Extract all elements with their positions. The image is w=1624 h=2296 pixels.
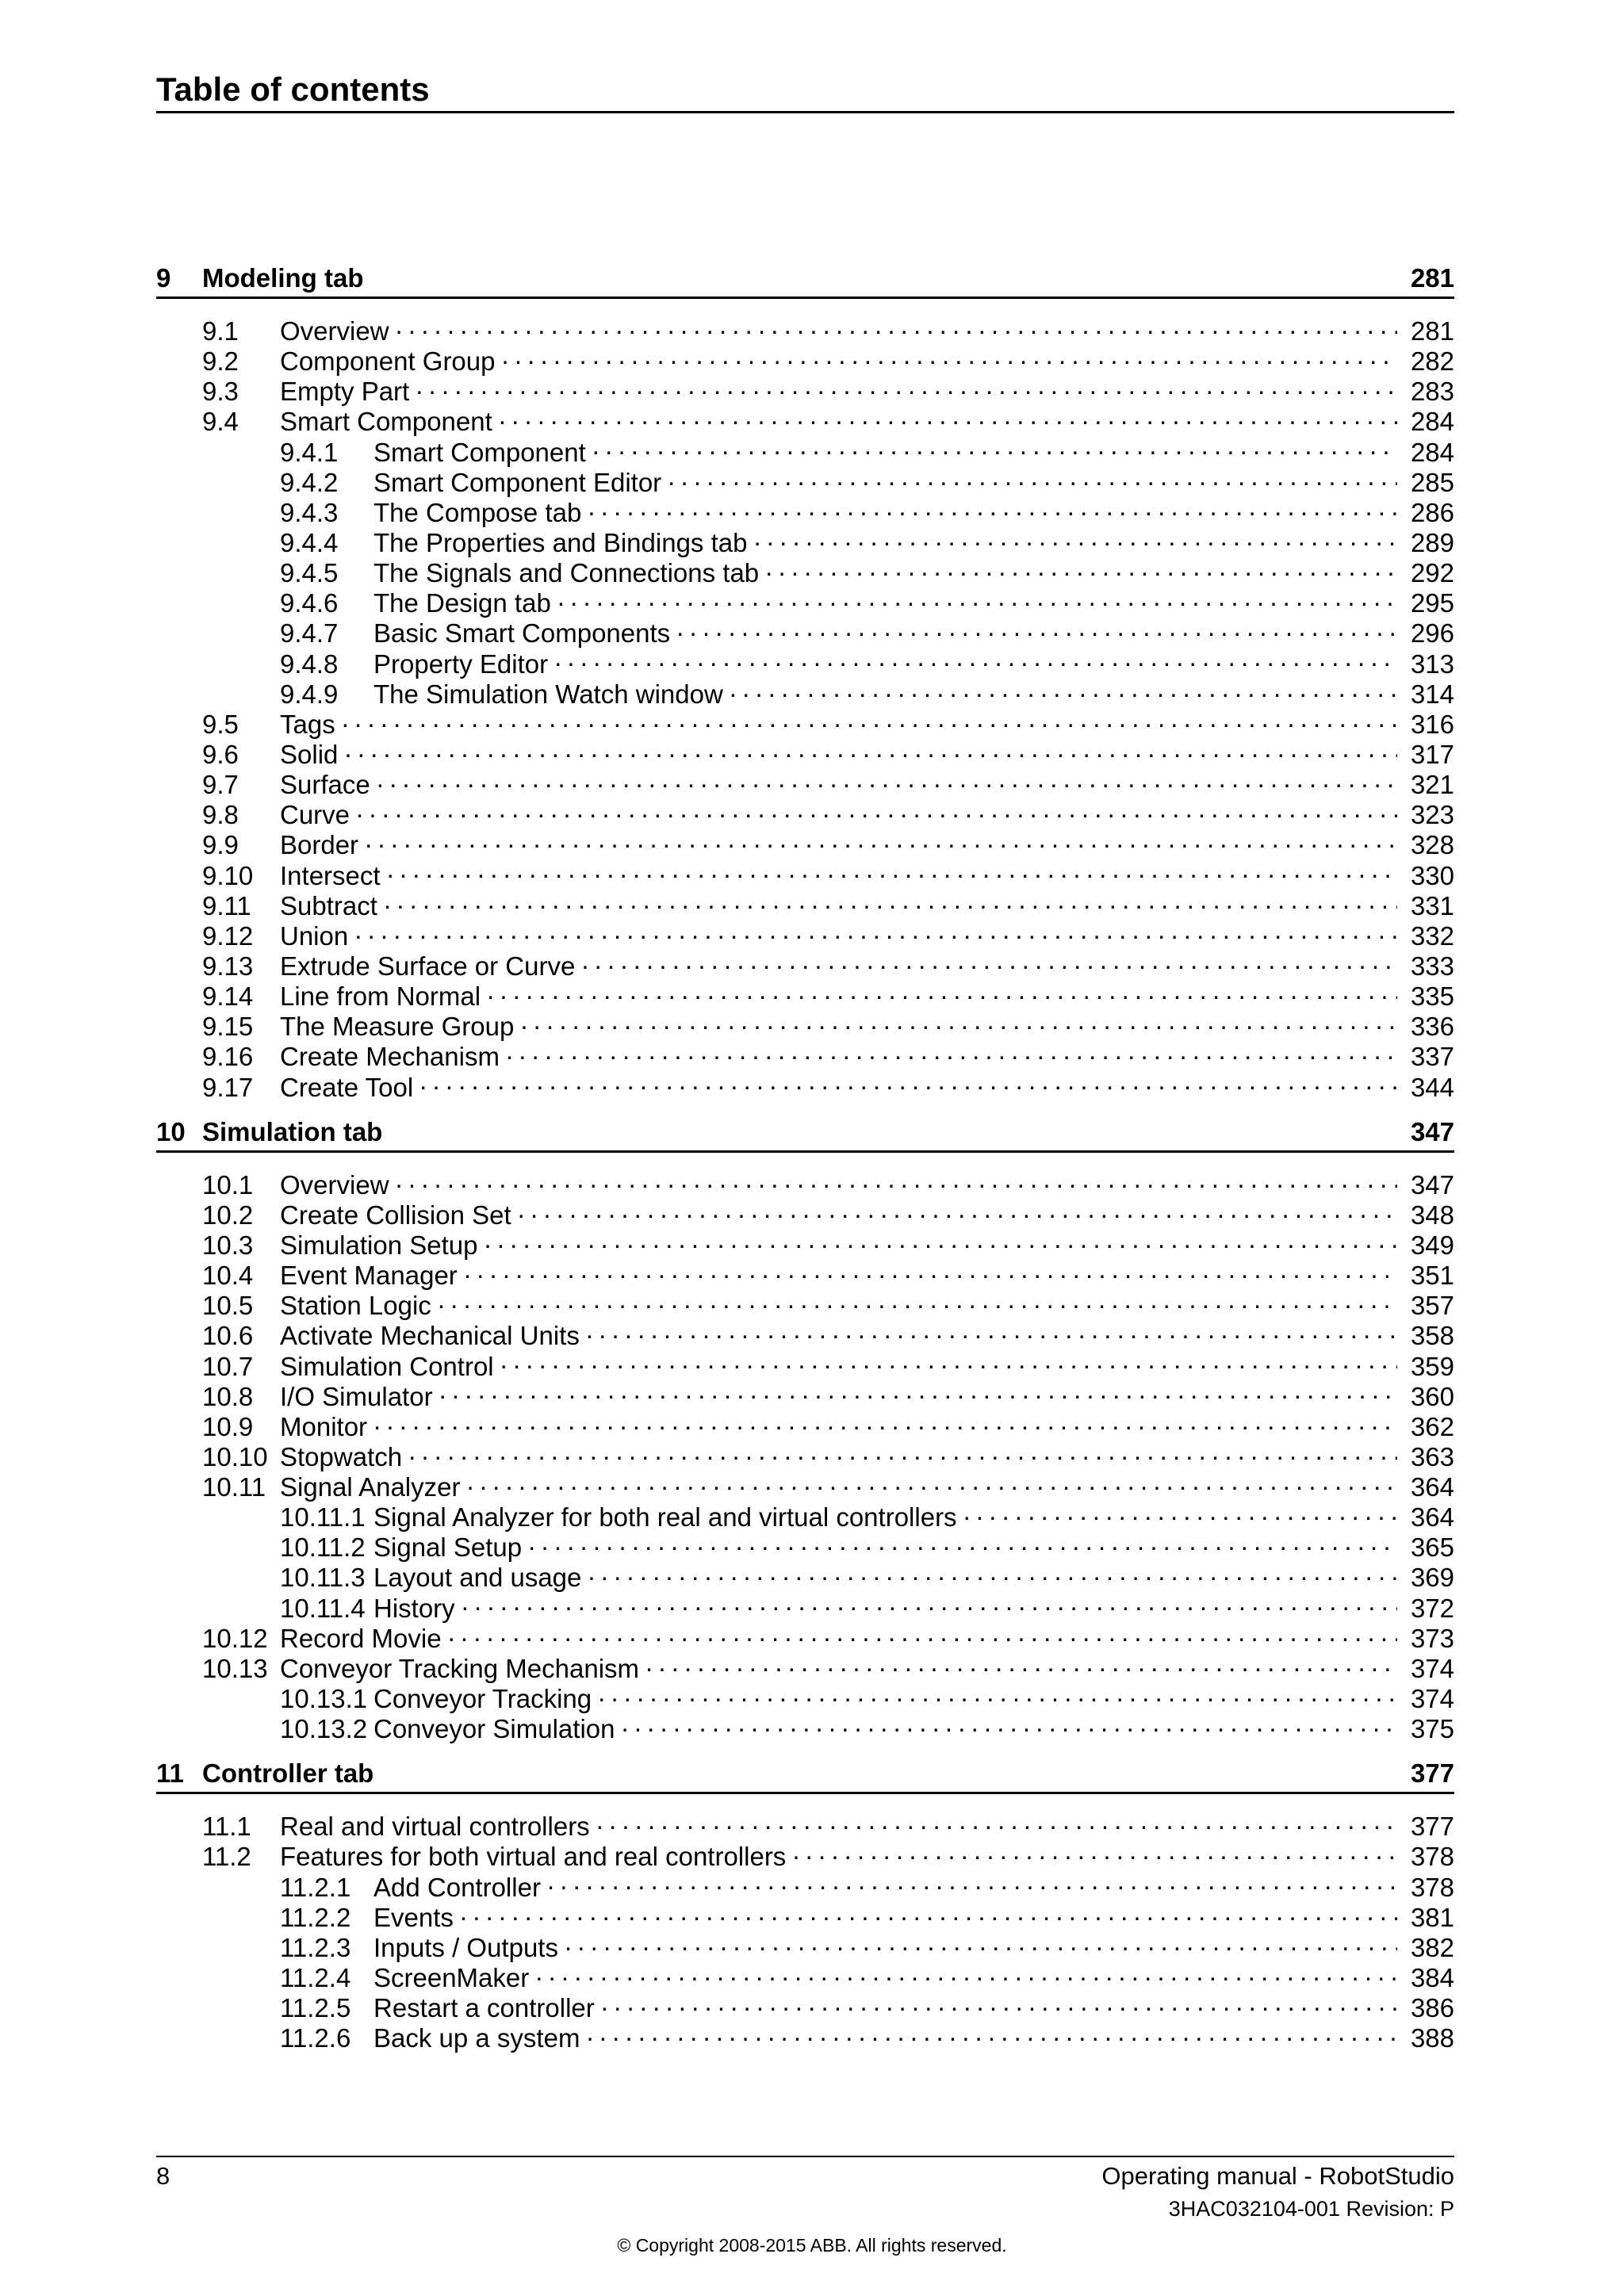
entry-title: The Properties and Bindings tab (373, 527, 748, 557)
chapter-title: Modeling tab (202, 263, 364, 293)
dot-leader (384, 885, 1397, 915)
entry-title: Curve (280, 800, 350, 830)
entry-number: 9.9 (202, 830, 239, 860)
entry-page-number: 348 (1410, 1200, 1454, 1230)
chapter-page-number: 347 (1410, 1116, 1454, 1146)
entry-title: Conveyor Simulation (373, 1714, 615, 1744)
entry-page-number: 375 (1410, 1714, 1454, 1744)
dot-leader (565, 1927, 1397, 1957)
dot-leader (408, 1436, 1397, 1466)
entry-page-number: 333 (1410, 951, 1454, 981)
dot-leader (621, 1708, 1397, 1738)
dot-leader (419, 1066, 1397, 1096)
dot-leader (547, 1866, 1397, 1896)
entry-title: Stopwatch (280, 1441, 403, 1471)
entry-title: The Measure Group (280, 1012, 515, 1042)
toc-section-entry[interactable] (156, 703, 1454, 739)
entry-title: Surface (280, 770, 370, 800)
entry-page-number: 337 (1410, 1042, 1454, 1072)
entry-title: Add Controller (373, 1872, 541, 1902)
entry-number: 9.4 (202, 407, 239, 437)
entry-title: Smart Component (373, 437, 586, 467)
entry-page-number: 363 (1410, 1441, 1454, 1471)
entry-number: 9.7 (202, 770, 239, 800)
entry-page-number: 364 (1410, 1472, 1454, 1502)
entry-title: The Design tab (373, 588, 551, 618)
page-title: Table of contents (156, 71, 430, 108)
entry-number: 9.11 (202, 890, 251, 920)
entry-title: The Compose tab (373, 497, 582, 527)
entry-title: Features for both virtual and real controllers (280, 1842, 787, 1872)
dot-leader (557, 582, 1397, 612)
entry-number: 10.12 (202, 1623, 268, 1653)
entry-number: 10.7 (202, 1351, 254, 1381)
entry-title: Station Logic (280, 1291, 431, 1321)
dot-leader (365, 824, 1397, 854)
chapter-title: Simulation tab (202, 1116, 383, 1146)
dot-leader (668, 461, 1397, 492)
entry-number: 9.4.2 (280, 467, 339, 497)
dot-leader (354, 915, 1397, 945)
title-divider (156, 111, 1454, 113)
entry-number: 9.4.4 (280, 527, 339, 557)
dot-leader (506, 1035, 1397, 1066)
entry-title: Layout and usage (373, 1563, 582, 1593)
entry-number: 10.13.2 (280, 1714, 368, 1744)
entry-number: 10.11 (202, 1472, 266, 1502)
dot-leader (499, 400, 1397, 430)
chapter-title: Controller tab (202, 1758, 374, 1789)
entry-number: 10.4 (202, 1261, 254, 1291)
entry-number: 9.14 (202, 982, 254, 1012)
dot-leader (438, 1284, 1397, 1314)
entry-page-number: 382 (1410, 1932, 1454, 1962)
entry-page-number: 373 (1410, 1623, 1454, 1653)
entry-number: 10.2 (202, 1200, 254, 1230)
dot-leader (448, 1617, 1397, 1647)
dot-leader (596, 1805, 1397, 1835)
dot-leader (520, 1005, 1397, 1035)
dot-leader (765, 552, 1397, 582)
entry-page-number: 286 (1410, 497, 1454, 527)
chapter-number: 10 (156, 1116, 186, 1146)
entry-page-number: 284 (1410, 407, 1454, 437)
entry-page-number: 358 (1410, 1321, 1454, 1351)
entry-title: Basic Smart Components (373, 618, 671, 649)
dot-leader (464, 1254, 1397, 1284)
chapter-page-number: 281 (1410, 263, 1454, 293)
chapter-heading[interactable] (156, 1755, 1454, 1794)
entry-number: 10.13.1 (280, 1684, 368, 1714)
entry-number: 11.2.1 (280, 1872, 351, 1902)
entry-title: Empty Part (280, 377, 410, 407)
entry-number: 9.3 (202, 377, 239, 407)
entry-number: 9.15 (202, 1012, 254, 1042)
entry-page-number: 283 (1410, 377, 1454, 407)
entry-title: Simulation Control (280, 1351, 494, 1381)
dot-leader (588, 1556, 1397, 1586)
dot-leader (586, 1314, 1397, 1345)
entry-title: ScreenMaker (373, 1963, 530, 1993)
entry-page-number: 321 (1410, 770, 1454, 800)
entry-page-number: 388 (1410, 2023, 1454, 2053)
entry-title: Signal Analyzer (280, 1472, 461, 1502)
dot-leader (466, 1466, 1397, 1496)
dot-leader (344, 733, 1397, 763)
entry-number: 10.8 (202, 1381, 254, 1411)
entry-title: Smart Component Editor (373, 467, 662, 497)
toc-section-entry[interactable] (156, 824, 1454, 860)
entry-page-number: 313 (1410, 649, 1454, 679)
entry-number: 10.3 (202, 1230, 254, 1260)
entry-number: 9.4.6 (280, 588, 339, 618)
entry-page-number: 359 (1410, 1351, 1454, 1381)
entry-page-number: 374 (1410, 1684, 1454, 1714)
chapter-number: 9 (156, 263, 171, 293)
entry-number: 10.11.3 (280, 1563, 366, 1593)
entry-number: 11.2.3 (280, 1932, 351, 1962)
dot-leader (373, 1406, 1397, 1436)
entry-title: Create Mechanism (280, 1042, 500, 1072)
entry-title: Subtract (280, 890, 377, 920)
dot-leader (528, 1526, 1397, 1556)
toc-section-entry[interactable] (156, 945, 1454, 981)
toc-section-entry[interactable] (156, 310, 1454, 346)
dot-leader (416, 370, 1397, 400)
entry-page-number: 360 (1410, 1381, 1454, 1411)
entry-number: 10.10 (202, 1441, 268, 1471)
entry-page-number: 378 (1410, 1872, 1454, 1902)
entry-number: 9.6 (202, 739, 239, 769)
dot-leader (581, 945, 1397, 975)
entry-title: Record Movie (280, 1623, 442, 1653)
dot-leader (730, 673, 1397, 703)
entry-number: 10.9 (202, 1411, 254, 1441)
entry-number: 9.13 (202, 951, 254, 981)
dot-leader (586, 2017, 1397, 2047)
entry-page-number: 357 (1410, 1291, 1454, 1321)
entry-page-number: 332 (1410, 920, 1454, 951)
entry-title: Smart Component (280, 407, 492, 437)
entry-page-number: 296 (1410, 618, 1454, 649)
dot-leader (356, 794, 1397, 824)
entry-title: Solid (280, 739, 339, 769)
entry-title: Overview (280, 316, 389, 346)
entry-title: History (373, 1593, 455, 1623)
entry-title: Signal Setup (373, 1533, 523, 1563)
entry-page-number: 386 (1410, 1993, 1454, 2023)
entry-number: 9.17 (202, 1072, 254, 1102)
entry-number: 9.4.1 (280, 437, 339, 467)
toc-section-entry[interactable] (156, 1164, 1454, 1200)
entry-title: Event Manager (280, 1261, 458, 1291)
entry-title: Events (373, 1902, 454, 1932)
entry-page-number: 349 (1410, 1230, 1454, 1260)
entry-number: 9.10 (202, 860, 254, 890)
entry-title: Component Group (280, 346, 496, 377)
entry-number: 9.12 (202, 920, 254, 951)
entry-number: 10.11.2 (280, 1533, 366, 1563)
entry-page-number: 317 (1410, 739, 1454, 769)
entry-number: 10.6 (202, 1321, 254, 1351)
entry-page-number: 384 (1410, 1963, 1454, 1993)
entry-title: The Simulation Watch window (373, 679, 723, 709)
entry-title: Simulation Setup (280, 1230, 478, 1260)
entry-title: Conveyor Tracking Mechanism (280, 1653, 640, 1683)
entry-number: 11.2.2 (280, 1902, 351, 1932)
entry-page-number: 365 (1410, 1533, 1454, 1563)
entry-number: 9.8 (202, 800, 239, 830)
entry-number: 11.2.4 (280, 1963, 351, 1993)
entry-page-number: 378 (1410, 1842, 1454, 1872)
entry-title: Property Editor (373, 649, 549, 679)
entry-title: I/O Simulator (280, 1381, 433, 1411)
footer-page-number: 8 (156, 2162, 170, 2190)
entry-number: 9.16 (202, 1042, 254, 1072)
entry-number: 9.4.5 (280, 558, 339, 588)
entry-page-number: 281 (1410, 316, 1454, 346)
chapter-number: 11 (156, 1758, 184, 1789)
chapter-heading[interactable] (156, 1114, 1454, 1153)
entry-title: Activate Mechanical Units (280, 1321, 580, 1351)
entry-title: Inputs / Outputs (373, 1932, 558, 1962)
entry-page-number: 364 (1410, 1502, 1454, 1533)
entry-page-number: 323 (1410, 800, 1454, 830)
table-of-contents (156, 260, 1454, 2053)
entry-title: Back up a system (373, 2023, 580, 2053)
dot-leader (396, 310, 1397, 340)
toc-section-entry[interactable] (156, 733, 1454, 769)
dot-leader (588, 492, 1397, 522)
entry-title: Tags (280, 709, 335, 739)
entry-page-number: 331 (1410, 890, 1454, 920)
entry-title: Border (280, 830, 359, 860)
entry-page-number: 372 (1410, 1593, 1454, 1623)
footer-copyright: © Copyright 2008-2015 ABB. All rights reserved. (617, 2235, 1007, 2256)
entry-number: 9.4.9 (280, 679, 339, 709)
entry-number: 10.11.4 (280, 1593, 366, 1623)
entry-title: Real and virtual controllers (280, 1812, 590, 1842)
toc-section-entry[interactable] (156, 1805, 1454, 1842)
entry-number: 10.1 (202, 1169, 254, 1200)
entry-title: Monitor (280, 1411, 368, 1441)
entry-number: 9.1 (202, 316, 239, 346)
entry-page-number: 285 (1410, 467, 1454, 497)
dot-leader (518, 1194, 1397, 1224)
toc-section-entry[interactable] (156, 763, 1454, 800)
dot-leader (592, 431, 1397, 461)
entry-title: Signal Analyzer for both real and virtual controllers (373, 1502, 957, 1533)
entry-page-number: 292 (1410, 558, 1454, 588)
entry-number: 9.4.7 (280, 618, 339, 649)
entry-page-number: 335 (1410, 982, 1454, 1012)
dot-leader (462, 1587, 1397, 1617)
entry-number: 9.4.3 (280, 497, 339, 527)
entry-title: Create Tool (280, 1072, 414, 1102)
entry-number: 10.13 (202, 1653, 268, 1683)
entry-title: Overview (280, 1169, 389, 1200)
entry-title: Extrude Surface or Curve (280, 951, 576, 981)
entry-page-number: 316 (1410, 709, 1454, 739)
footer-divider (156, 2156, 1454, 2157)
entry-title: Create Collision Set (280, 1200, 511, 1230)
entry-title: Line from Normal (280, 982, 481, 1012)
dot-leader (963, 1496, 1397, 1526)
entry-page-number: 362 (1410, 1411, 1454, 1441)
entry-page-number: 369 (1410, 1563, 1454, 1593)
dot-leader (484, 1224, 1397, 1254)
dot-leader (645, 1647, 1397, 1678)
entry-title: The Signals and Connections tab (373, 558, 760, 588)
dot-leader (460, 1896, 1397, 1927)
footer-document-id: 3HAC032104-001 Revision: P (1168, 2197, 1454, 2221)
entry-page-number: 282 (1410, 346, 1454, 377)
chapter-heading[interactable] (156, 260, 1454, 299)
dot-leader (792, 1835, 1397, 1866)
entry-page-number: 377 (1410, 1812, 1454, 1842)
entry-number: 10.5 (202, 1291, 254, 1321)
entry-title: Restart a controller (373, 1993, 595, 2023)
dot-leader (377, 763, 1397, 794)
dot-leader (396, 1164, 1397, 1194)
entry-title: Intersect (280, 860, 381, 890)
entry-page-number: 289 (1410, 527, 1454, 557)
footer-manual-title: Operating manual - RobotStudio (1101, 2162, 1454, 2190)
entry-page-number: 330 (1410, 860, 1454, 890)
entry-number: 9.5 (202, 709, 239, 739)
entry-number: 11.2 (202, 1842, 251, 1872)
entry-page-number: 328 (1410, 830, 1454, 860)
entry-number: 11.2.6 (280, 2023, 351, 2053)
dot-leader (676, 612, 1397, 642)
entry-number: 9.4.8 (280, 649, 339, 679)
dot-leader (387, 855, 1397, 885)
entry-page-number: 351 (1410, 1261, 1454, 1291)
chapter-page-number: 377 (1410, 1758, 1454, 1789)
entry-number: 11.2.5 (280, 1993, 351, 2023)
entry-title: Conveyor Tracking (373, 1684, 592, 1714)
entry-number: 10.11.1 (280, 1502, 366, 1533)
entry-page-number: 374 (1410, 1653, 1454, 1683)
dot-leader (598, 1678, 1397, 1708)
entry-page-number: 344 (1410, 1072, 1454, 1102)
dot-leader (601, 1987, 1397, 2017)
dot-leader (439, 1376, 1397, 1406)
entry-page-number: 295 (1410, 588, 1454, 618)
entry-page-number: 314 (1410, 679, 1454, 709)
entry-page-number: 336 (1410, 1012, 1454, 1042)
entry-page-number: 347 (1410, 1169, 1454, 1200)
entry-number: 11.1 (202, 1812, 251, 1842)
entry-page-number: 284 (1410, 437, 1454, 467)
dot-leader (487, 975, 1397, 1005)
dot-leader (500, 1345, 1397, 1376)
entry-title: Union (280, 920, 349, 951)
dot-leader (753, 522, 1397, 552)
entry-number: 9.2 (202, 346, 239, 377)
dot-leader (502, 340, 1398, 370)
dot-leader (342, 703, 1397, 733)
entry-page-number: 381 (1410, 1902, 1454, 1932)
dot-leader (535, 1957, 1397, 1987)
dot-leader (554, 643, 1397, 673)
